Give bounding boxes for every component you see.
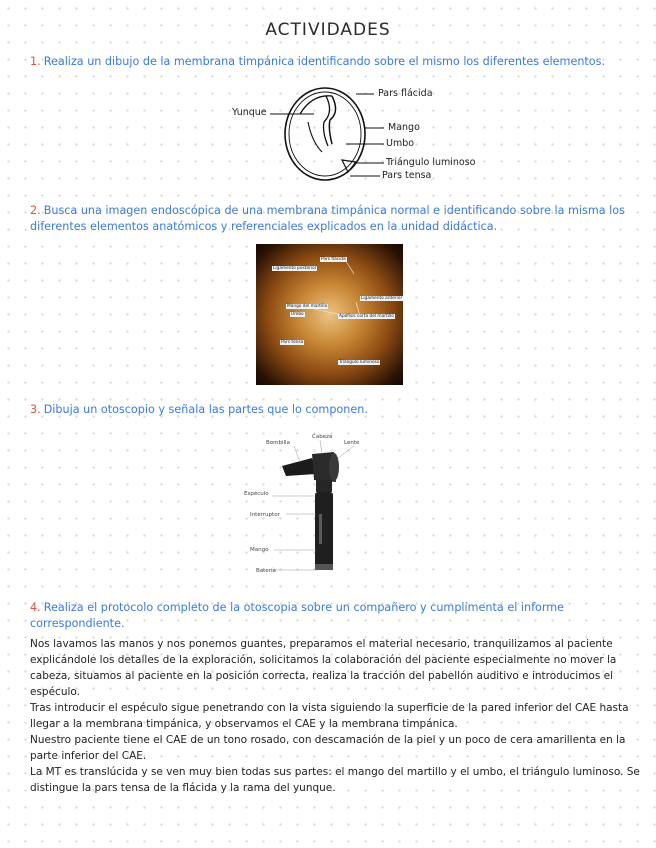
answer-paragraph: La MT es translúcida y se ven muy bien todas sus partes: el mango del martillo y el umbo, el triángulo luminoso. Se distingue la pars tensa de la flácida y la rama del yunque. (30, 766, 640, 794)
otoscope-label-interruptor: Interruptor (250, 512, 280, 518)
endo-label-pars-tensa: Pars tensa (281, 340, 304, 345)
label-mango: Mango (388, 122, 420, 133)
endo-label-mango-martillo: Mango del martillo (287, 304, 328, 309)
page-title: ACTIVIDADES (265, 20, 391, 40)
otoscope-label-mango: Mango (250, 547, 269, 553)
question-text: Busca una imagen endoscópica de una membrana timpánica normal e identificando sobre la misma los diferentes elementos anatómicos y referenciales explicados en la unidad didáctica. (30, 204, 625, 233)
question-4 (30, 600, 630, 632)
endoscopic-image (256, 244, 403, 385)
label-pars-flacida: Pars flácida (378, 88, 433, 99)
endo-label-ligamento-anterior: Ligamento anterior (361, 296, 403, 301)
endo-label-ligamento-posterior: Ligamento posterior (273, 266, 317, 271)
question-number: 2. (30, 204, 41, 217)
endo-label-apofisis-corta: Apófisis corta del martillo (339, 314, 394, 319)
membrane-leader-lines (224, 86, 394, 186)
otoscope-label-bombilla: Bombilla (266, 440, 290, 446)
endo-label-triangulo-luminoso: Triángulo luminoso (339, 360, 380, 365)
label-triangulo-luminoso: Triángulo luminoso (386, 157, 476, 168)
label-yunque: Yunque (232, 107, 267, 118)
endo-label-pars-flacida: Pars flácida (321, 257, 346, 262)
otoscope-label-cabeza: Cabeza (312, 434, 333, 440)
question-1 (30, 54, 640, 70)
question-number: 4. (30, 601, 41, 614)
otoscope-label-lente: Lente (344, 440, 360, 446)
question-2 (30, 203, 642, 235)
question-number: 3. (30, 403, 41, 416)
answer-paragraph: Nos lavamos las manos y nos ponemos guantes, preparamos el material necesario, tranquilizamos al paciente explicándole los detalles de la exploración, solicitamos la colaboración del paciente especialmente no mover la cabeza, situamos al paciente en la posición correcta, realiza la tracción del pabellón auditivo e introducimos el espéculo. (30, 638, 617, 698)
answer-text (30, 636, 650, 796)
label-umbo: Umbo (386, 138, 415, 149)
otoscope-drawing (236, 428, 416, 588)
answer-paragraph: Tras introducir el espéculo sigue penetrando con la vista siguiendo la superficie de la pared inferior del CAE hasta llegar a la membrana timpánica, y observamos el CAE y la membrana timpánica. (30, 702, 629, 730)
question-text: Realiza el protocolo completo de la otoscopia sobre un compañero y cumplimenta el informe correspondiente. (30, 601, 565, 630)
question-text: Realiza un dibujo de la membrana timpánica identificando sobre el mismo los diferentes elementos. (43, 55, 606, 68)
label-pars-tensa: Pars tensa (382, 170, 432, 181)
answer-paragraph: Nuestro paciente tiene el CAE de un tono rosado, con descamación de la piel y un poco de cera amarillenta en la parte inferior del CAE. (30, 734, 626, 762)
endo-label-umbo: Umbo (291, 312, 304, 317)
question-text: Dibuja un otoscopio y señala las partes que lo componen. (43, 403, 368, 416)
question-number: 1. (30, 55, 41, 68)
otoscope-label-especulo: Espéculo (244, 491, 269, 497)
otoscope-label-bateria: Batería (256, 568, 276, 574)
question-3 (30, 402, 630, 418)
